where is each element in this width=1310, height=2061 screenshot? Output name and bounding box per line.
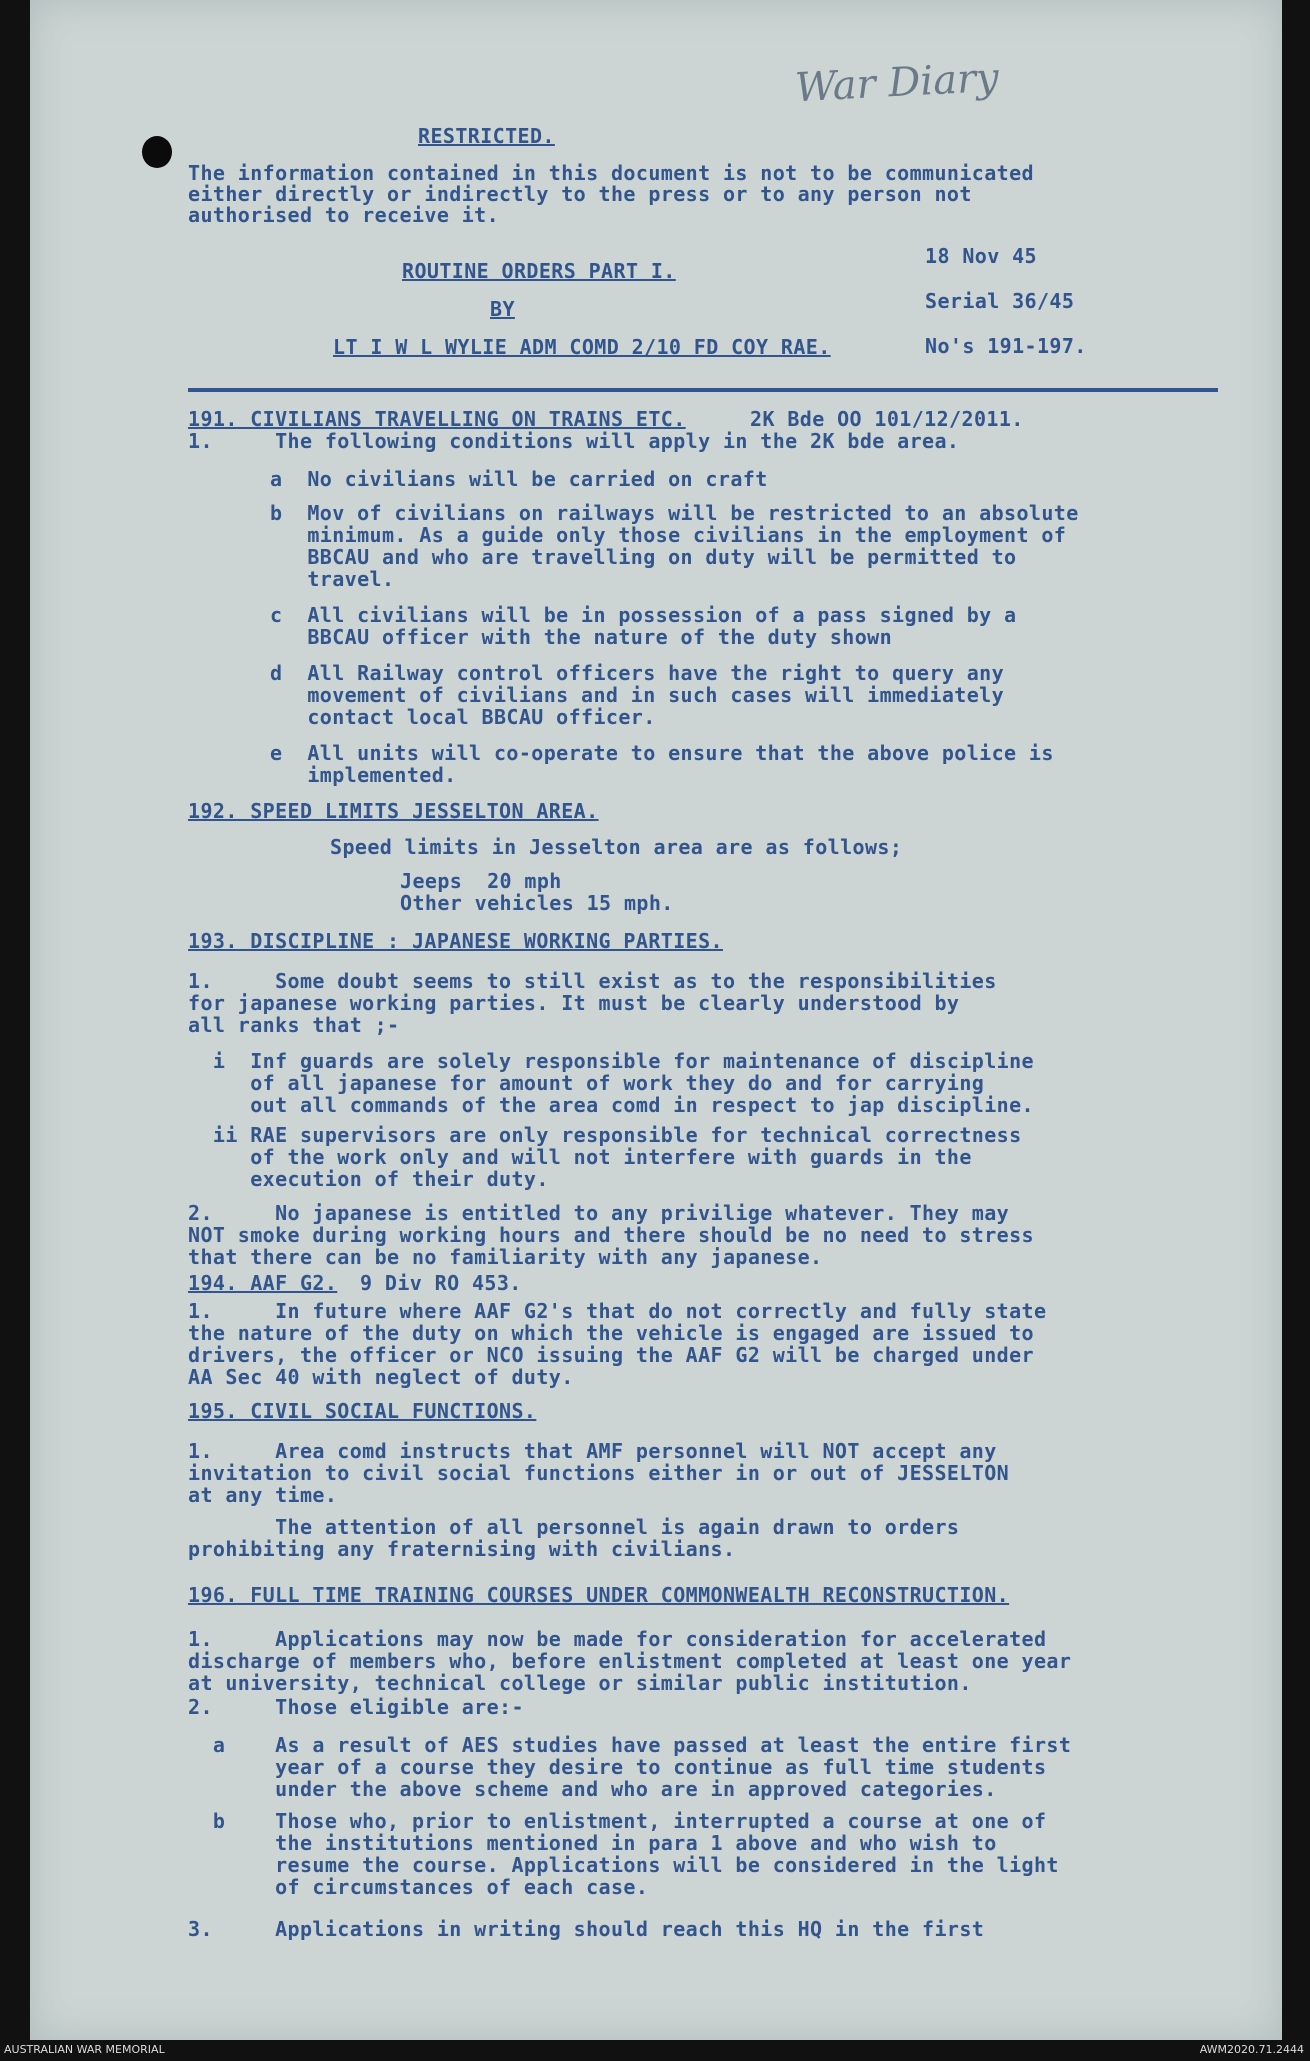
order-194-heading: 194. AAF G2. [188,1271,338,1295]
order-193-heading: 193. DISCIPLINE : JAPANESE WORKING PARTIES. [188,929,723,953]
order-191-para: 1. The following conditions will apply in the 2K bde area. [188,429,960,453]
footer-accession-number: AWM2020.71.2444 [1199,2043,1304,2056]
punch-hole [142,136,172,168]
order-193-line: of the work only and will not interfere with guards in the [188,1145,972,1169]
handwritten-note: War Diary [793,54,1000,112]
order-193-line: of all japanese for amount of work they do and for carrying [188,1071,985,1095]
order-195-heading: 195. CIVIL SOCIAL FUNCTIONS. [188,1399,537,1423]
order-196-line: 2. Those eligible are:- [188,1695,524,1719]
issuing-officer: LT I W L WYLIE ADM COMD 2/10 FD COY RAE. [333,335,831,359]
order-192-line: Jeeps 20 mph [400,869,562,893]
order-196-heading: 196. FULL TIME TRAINING COURSES UNDER COMMONWEALTH RECONSTRUCTION. [188,1583,1010,1607]
classification-heading: RESTRICTED. [418,124,555,148]
order-195-line: prohibiting any fraternising with civilians. [188,1537,736,1561]
order-196-line: of circumstances of each case. [188,1875,649,1899]
order-195-line: at any time. [188,1483,338,1507]
order-193-line: i Inf guards are solely responsible for maintenance of discipline [188,1049,1034,1073]
order-193-line: execution of their duty. [188,1167,549,1191]
order-193-line: ii RAE supervisors are only responsible for technical correctness [188,1123,1022,1147]
order-194-line: the nature of the duty on which the vehicle is engaged are issued to [188,1321,1034,1345]
order-196-line: resume the course. Applications will be considered in the light [188,1853,1059,1877]
order-192-heading: 192. SPEED LIMITS JESSELTON AREA. [188,799,599,823]
order-191-item: b Mov of civilians on railways will be restricted to an absolute [270,501,1079,525]
order-191-item: BBCAU officer with the nature of the duty shown [270,625,893,649]
order-196-line: under the above scheme and who are in approved categories. [188,1777,997,1801]
order-193-line: that there can be no familiarity with any japanese. [188,1245,823,1269]
order-191-heading: 191. CIVILIANS TRAVELLING ON TRAINS ETC. [188,407,686,431]
order-195-line: The attention of all personnel is again drawn to orders [188,1515,960,1539]
order-194-line: AA Sec 40 with neglect of duty. [188,1365,574,1389]
order-193-line: NOT smoke during working hours and there should be no need to stress [188,1223,1034,1247]
order-196-line: at university, technical college or similar public institution. [188,1671,972,1695]
order-191-item: d All Railway control officers have the right to query any [270,661,1005,685]
warning-line: either directly or indirectly to the press or to any person not [188,182,972,206]
routine-orders-title: ROUTINE ORDERS PART I. [402,259,676,283]
order-191-item: minimum. As a guide only those civilians in the employment of [270,523,1067,547]
header-divider [188,388,1218,392]
order-194-line: drivers, the officer or NCO issuing the AAF G2 will be charged under [188,1343,1034,1367]
order-193-line: 1. Some doubt seems to still exist as to the responsibilities [188,969,997,993]
order-194-line: 1. In future where AAF G2's that do not correctly and fully state [188,1299,1047,1323]
order-191-item: contact local BBCAU officer. [270,705,656,729]
order-196-line: year of a course they desire to continue as full time students [188,1755,1047,1779]
order-193-line: 2. No japanese is entitled to any privilige whatever. They may [188,1201,1010,1225]
order-196-line: 3. Applications in writing should reach this HQ in the first [188,1917,985,1941]
order-numbers: No's 191-197. [925,334,1087,358]
order-191-item: BBCAU and who are travelling on duty will be permitted to [270,545,1017,569]
order-193-line: for japanese working parties. It must be clearly understood by [188,991,960,1015]
order-191-reference: 2K Bde OO 101/12/2011. [750,407,1024,431]
order-191-item: implemented. [270,763,457,787]
order-191-item: movement of civilians and in such cases will immediately [270,683,1005,707]
order-195-line: invitation to civil social functions either in or out of JESSELTON [188,1461,1010,1485]
order-191-item: e All units will co-operate to ensure that the above police is [270,741,1054,765]
order-191-item: travel. [270,567,395,591]
serial-number: Serial 36/45 [925,289,1075,313]
footer-institution: AUSTRALIAN WAR MEMORIAL [4,2043,165,2056]
order-195-line: 1. Area comd instructs that AMF personnel will NOT accept any [188,1439,997,1463]
order-196-line: discharge of members who, before enlistment completed at least one year [188,1649,1072,1673]
by-label: BY [490,297,515,321]
order-193-line: out all commands of the area comd in respect to jap discipline. [188,1093,1034,1117]
archive-footer [0,2040,1310,2061]
order-193-line: all ranks that ;- [188,1013,400,1037]
document-page [30,0,1282,2040]
order-194-reference: 9 Div RO 453. [360,1271,522,1295]
order-date: 18 Nov 45 [925,244,1037,268]
warning-line: The information contained in this document is not to be communicated [188,161,1034,185]
order-192-line: Speed limits in Jesselton area are as follows; [330,835,903,859]
order-191-item: a No civilians will be carried on craft [270,467,768,491]
order-196-line: 1. Applications may now be made for consideration for accelerated [188,1627,1047,1651]
order-196-line: a As a result of AES studies have passed at least the entire first [188,1733,1072,1757]
order-192-line: Other vehicles 15 mph. [400,891,674,915]
order-196-line: the institutions mentioned in para 1 above and who wish to [188,1831,997,1855]
order-196-line: b Those who, prior to enlistment, interrupted a course at one of [188,1809,1047,1833]
warning-line: authorised to receive it. [188,203,500,227]
order-191-item: c All civilians will be in possession of a pass signed by a [270,603,1017,627]
